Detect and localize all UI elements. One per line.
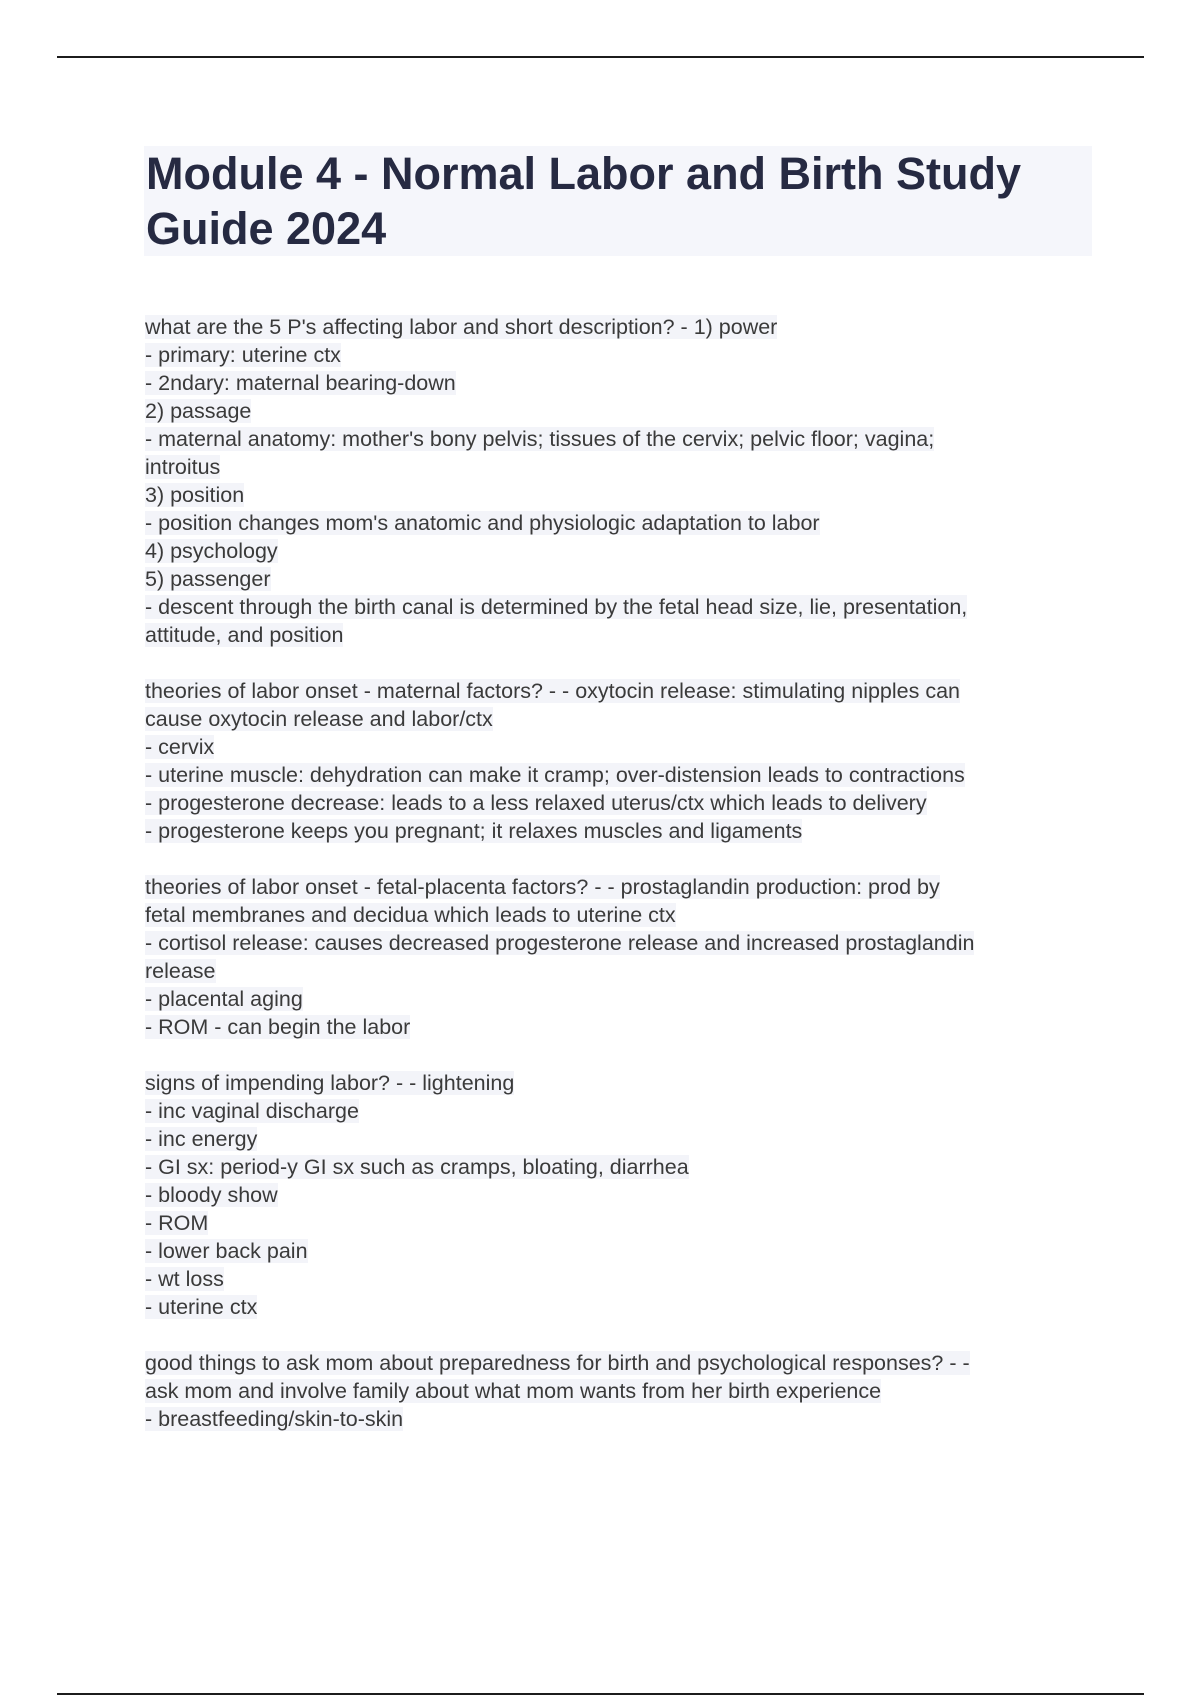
- text-line: - position changes mom's anatomic and physiologic adaptation to labor: [145, 511, 820, 535]
- text-line: 2) passage: [145, 399, 252, 423]
- text-line: - uterine ctx: [145, 1295, 258, 1319]
- bottom-rule: [57, 1693, 1144, 1695]
- text-line: theories of labor onset - maternal factors? - - oxytocin release: stimulating nipples can: [145, 679, 961, 703]
- text-line: - cortisol release: causes decreased progesterone release and increased prostaglandin: [145, 931, 975, 955]
- text-line: - uterine muscle: dehydration can make it cramp; over-distension leads to contractions: [145, 763, 965, 787]
- text-line: - ROM: [145, 1211, 209, 1235]
- study-guide-content: [145, 313, 1095, 1461]
- text-line: - breastfeeding/skin-to-skin: [145, 1407, 404, 1431]
- text-line: 3) position: [145, 483, 245, 507]
- text-line: good things to ask mom about preparedness for birth and psychological responses? - -: [145, 1351, 970, 1375]
- text-line: - bloody show: [145, 1183, 278, 1207]
- text-line: - wt loss: [145, 1267, 224, 1291]
- text-line: signs of impending labor? - - lightening: [145, 1071, 515, 1095]
- text-line: - progesterone keeps you pregnant; it relaxes muscles and ligaments: [145, 819, 803, 843]
- text-line: 4) psychology: [145, 539, 278, 563]
- text-line: - descent through the birth canal is determined by the fetal head size, lie, presentation,: [145, 595, 968, 619]
- text-line: ask mom and involve family about what mom wants from her birth experience: [145, 1379, 882, 1403]
- text-line: - GI sx: period-y GI sx such as cramps, bloating, diarrhea: [145, 1155, 689, 1179]
- page-title: Module 4 - Normal Labor and Birth Study Guide 2024: [146, 148, 1022, 254]
- text-line: cause oxytocin release and labor/ctx: [145, 707, 493, 731]
- text-line: introitus: [145, 455, 221, 479]
- top-rule: [57, 56, 1144, 58]
- qa-card-preparedness: [145, 1349, 1095, 1433]
- text-line: - inc vaginal discharge: [145, 1099, 359, 1123]
- text-line: - 2ndary: maternal bearing-down: [145, 371, 456, 395]
- text-line: attitude, and position: [145, 623, 344, 647]
- qa-card-impending-labor: [145, 1069, 1095, 1321]
- text-line: release: [145, 959, 216, 983]
- qa-card-5-ps: [145, 313, 1095, 649]
- qa-card-maternal-factors: [145, 677, 1095, 845]
- text-line: 5) passenger: [145, 567, 271, 591]
- text-line: theories of labor onset - fetal-placenta factors? - - prostaglandin production: prod by: [145, 875, 940, 899]
- qa-card-fetal-placenta-factors: [145, 873, 1095, 1041]
- text-line: - lower back pain: [145, 1239, 308, 1263]
- text-line: - ROM - can begin the labor: [145, 1015, 411, 1039]
- text-line: what are the 5 P's affecting labor and short description? - 1) power: [145, 315, 778, 339]
- text-line: - maternal anatomy: mother's bony pelvis; tissues of the cervix; pelvic floor; vagina;: [145, 427, 935, 451]
- text-line: - primary: uterine ctx: [145, 343, 341, 367]
- text-line: - inc energy: [145, 1127, 258, 1151]
- text-line: - placental aging: [145, 987, 303, 1011]
- text-line: - progesterone decrease: leads to a less relaxed uterus/ctx which leads to delivery: [145, 791, 927, 815]
- text-line: - cervix: [145, 735, 215, 759]
- text-line: fetal membranes and decidua which leads to uterine ctx: [145, 903, 676, 927]
